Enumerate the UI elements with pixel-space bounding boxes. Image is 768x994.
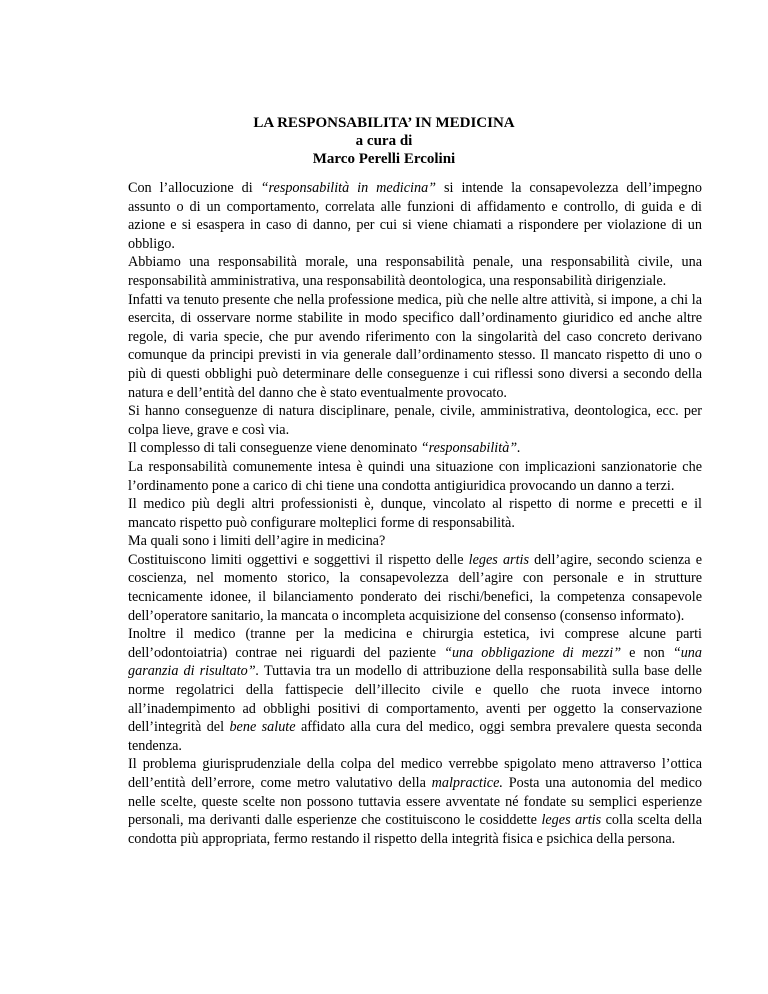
paragraph-10	[128, 625, 702, 755]
paragraph-2: Abbiamo una responsabilità morale, una responsabilità penale, una responsabilità civile, una responsabilità amministrativa, una responsabilità deontologica, una responsabilità dirigenziale.	[128, 254, 702, 289]
text-span: Posta una autonomia del medico nelle scelte, queste scelte non possono tuttavia essere avventate né fondate su semplici esperienze personali, ma derivanti dalle esperienze che costituiscono le cosiddette	[128, 775, 702, 829]
text-span: Tuttavia tra un modello di attribuzione della responsabilità sulla base delle norme regolatrici della fattispecie dell’illecito civile e quello che ruota invece intorno all’inadempimento ad obblighi positivi di comportamento, aventi per oggetto la conservazione dell’integrità del	[128, 663, 702, 736]
paragraph-4: Si hanno conseguenze di natura disciplinare, penale, civile, amministrativa, deontologica, ecc. per colpa lieve, grave e così via.	[128, 403, 702, 438]
italic-term: “responsabilità in medicina”	[260, 180, 437, 196]
text-span: colla scelta della condotta più appropriata, fermo restando il rispetto della integrità fisica e psichica della persona.	[128, 812, 702, 847]
text-span: Inoltre il medico (tranne per la medicina e chirurgia estetica, ivi comprese alcune parti dell’odontoiatria) contrae nei riguardi del paziente	[128, 626, 702, 661]
italic-term: “una obbligazione di mezzi”	[444, 644, 622, 661]
text-span: si intende la consapevolezza dell’impegno assunto o di un comportamento, correlata alle funzioni di affidamento e controllo, di guida e di azione e si esaspera in caso di danno, per cui si viene chiamati a rispondere per violazione di un obbligo.	[128, 180, 703, 252]
italic-term: “responsabilità”.	[420, 440, 521, 457]
text-span: Costituiscono limiti oggettivi e soggettivi il rispetto delle	[128, 551, 469, 568]
italic-term: “una garanzia di risultato”.	[128, 644, 702, 680]
text-span: Il problema giurisprudenziale della colpa del medico verrebbe spigolato meno attraverso l’ottica dell’entità dell’errore, come metro valutativo della	[128, 756, 702, 791]
paragraph-5	[128, 439, 702, 458]
paragraph-1	[128, 179, 702, 253]
italic-term: bene salute	[229, 719, 296, 736]
text-span: affidato alla cura del medico, oggi sembra prevalere questa seconda tendenza.	[128, 719, 703, 754]
paragraph-7: Il medico più degli altri professionisti è, dunque, vincolato al rispetto di norme e precetti e il mancato rispetto può configurare molteplici forme di responsabilità.	[128, 496, 702, 531]
text-span: dell’agire, secondo scienza e coscienza, nel momento storico, la consapevolezza dell’agire con personale e in strutture tecnicamente idonee, il bilanciamento ponderato dei rischi/benefici, la competenza consapevole dell’operatore sanitario, la mancata o incompleta acquisizione del consenso (consenso informato).	[128, 551, 702, 624]
italic-term: leges artis	[541, 812, 602, 829]
italic-term: malpractice.	[431, 775, 503, 791]
text-span: e non	[621, 644, 673, 661]
document-header	[0, 114, 768, 168]
paragraph-9	[128, 551, 702, 625]
paragraph-6: La responsabilità comunemente intesa è quindi una situazione con implicazioni sanzionatorie che l’ordinamento pone a carico di chi tiene una condotta antigiuridica provocando un danno a terzi.	[128, 458, 702, 494]
paragraph-8: Ma quali sono i limiti dell’agire in medicina?	[128, 533, 386, 550]
document-body	[128, 179, 702, 848]
document-author: Marco Perelli Ercolini	[312, 151, 456, 167]
italic-term: leges artis	[468, 551, 529, 568]
text-span: Con l’allocuzione di	[128, 180, 261, 196]
paragraph-3: Infatti va tenuto presente che nella professione medica, più che nelle altre attività, si impone, a chi la esercita, di osservare norme stabilite in modo specifico dall’ordinamento giuridico ed anche altre regole, di varia specie, che pur avendo riferimento con la singolarità del caso concreto derivano comunque da principi previsti in via generale dall’ordinamento stesso. Il mancato rispetto di uno o più di questi obblighi può determinare delle conseguenze i cui riflessi sono diversi a secondo della natura e dell’entità del danno che è stato eventualmente provocato.	[128, 291, 702, 401]
document-title: LA RESPONSABILITA’ IN MEDICINA	[253, 115, 515, 131]
text-span: Il complesso di tali conseguenze viene denominato	[128, 440, 421, 457]
document-subtitle: a cura di	[355, 133, 413, 149]
paragraph-11	[128, 755, 702, 848]
